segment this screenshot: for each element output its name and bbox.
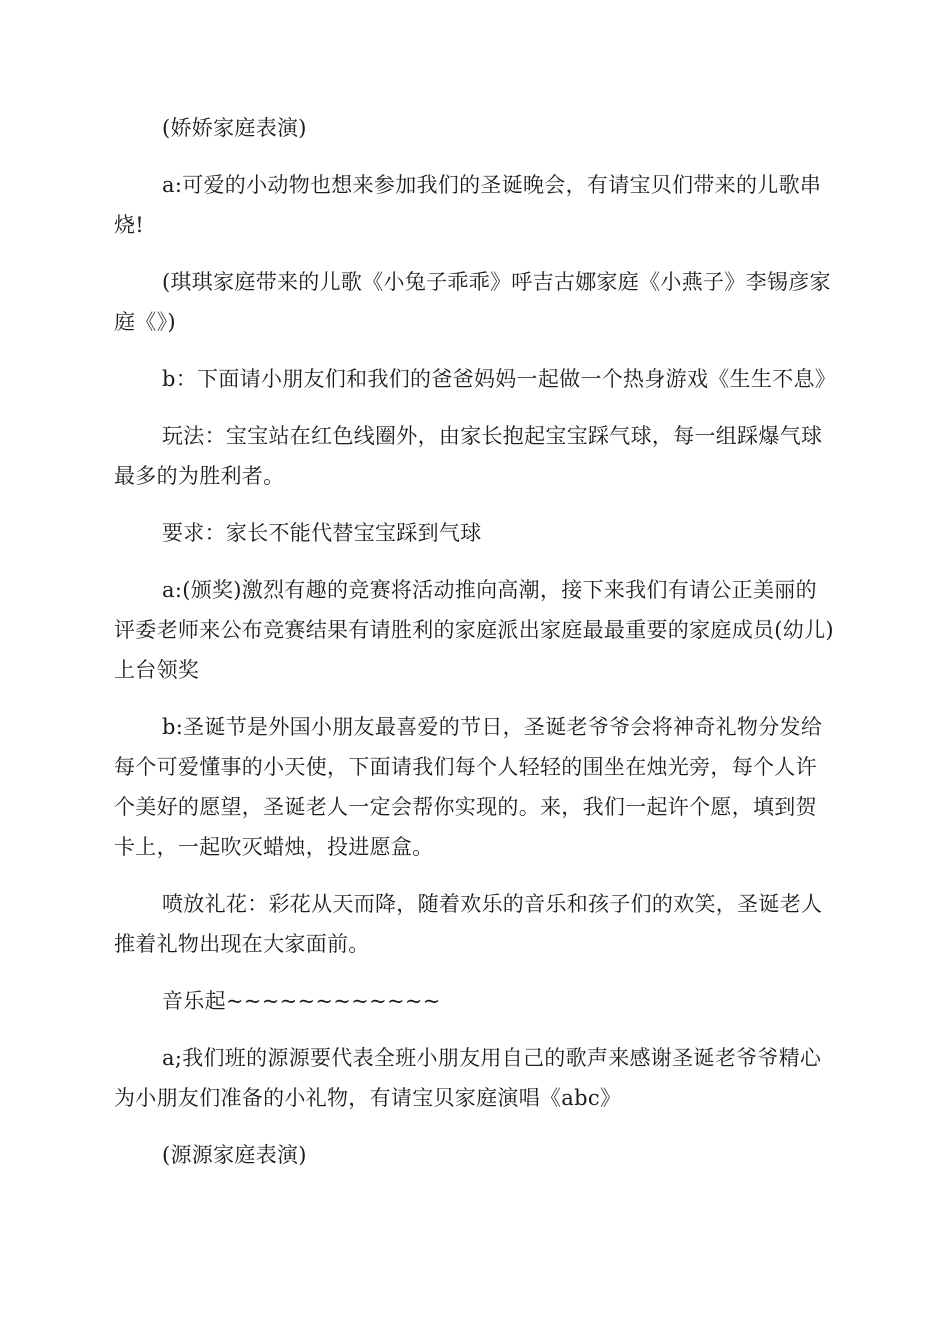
- document-body: [114, 108, 837, 1192]
- paragraph-song-list: (琪琪家庭带来的儿歌《小兔子乖乖》呼吉古娜家庭《小燕子》李锡彦家庭《》): [114, 270, 831, 334]
- paragraph-game-rules: 玩法：宝宝站在红色线圈外，由家长抱起宝宝踩气球，每一组踩爆气球最多的为胜利者。: [114, 424, 823, 488]
- paragraph-jiaojiao-performance: (娇娇家庭表演): [162, 116, 307, 140]
- paragraph-yuanyuan-song: a;我们班的源源要代表全班小朋友用自己的歌声来感谢圣诞老爷爷精心为小朋友们准备的小礼物，有请宝贝家庭演唱《abc》: [114, 1046, 822, 1110]
- paragraph-yuanyuan-performance: (源源家庭表演): [162, 1143, 307, 1167]
- paragraph-song-medley: a:可爱的小动物也想来参加我们的圣诞晚会，有请宝贝们带来的儿歌串烧!: [114, 173, 822, 237]
- paragraph-music-start: 音乐起~~~~~~~~~~~~: [162, 989, 441, 1013]
- paragraph-game-requirement: 要求：家长不能代替宝宝踩到气球: [162, 521, 482, 545]
- paragraph-christmas-wish: b:圣诞节是外国小朋友最喜爱的节日，圣诞老爷爷会将神奇礼物分发给每个可爱懂事的小天使，下面请我们每个人轻轻的围坐在烛光旁，每个人许个美好的愿望，圣诞老人一定会帮你实现的。来，我们一起许个愿，填到贺卡上，一起吹灭蜡烛，投进愿盒。: [114, 715, 823, 859]
- paragraph-warmup-game: b：下面请小朋友们和我们的爸爸妈妈一起做一个热身游戏《生生不息》: [162, 367, 837, 391]
- paragraph-confetti: 喷放礼花：彩花从天而降，随着欢乐的音乐和孩子们的欢笑，圣诞老人推着礼物出现在大家面前。: [114, 892, 823, 956]
- paragraph-awards: a:(颁奖)激烈有趣的竞赛将活动推向高潮，接下来我们有请公正美丽的评委老师来公布竞赛结果有请胜利的家庭派出家庭最最重要的家庭成员(幼儿)上台领奖: [114, 578, 834, 682]
